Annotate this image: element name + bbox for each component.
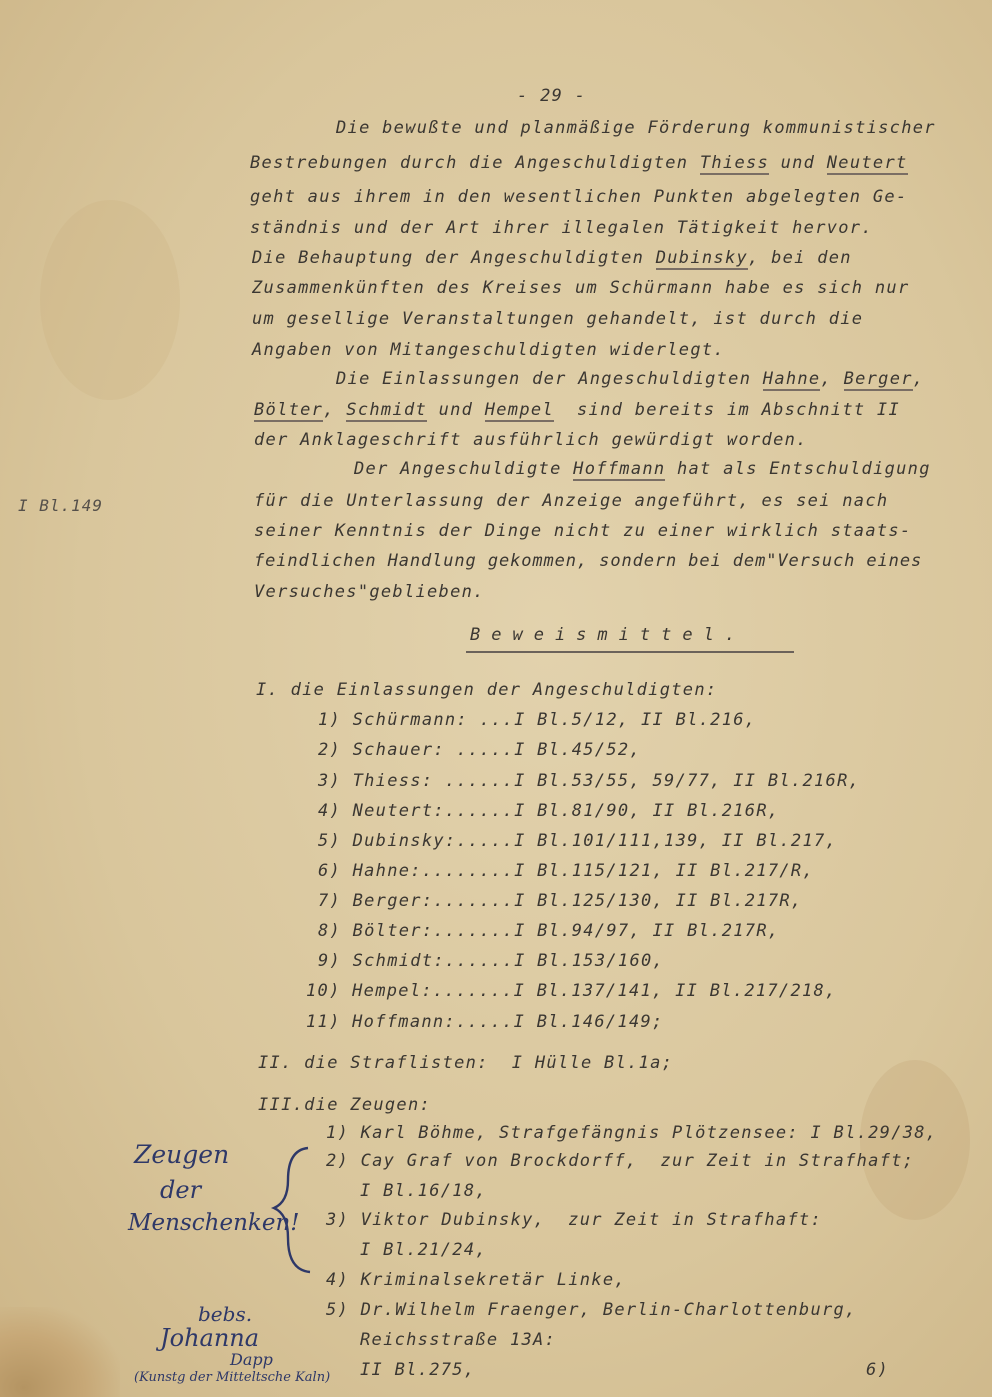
p3-line-1 [354, 459, 931, 479]
witness-line: I Bl.21/24, [360, 1240, 487, 1260]
witness-line: 5) Dr.Wilhelm Fraenger, Berlin-Charlottenburg, [326, 1300, 857, 1320]
list-item: 10) Hempel:.......I Bl.137/141, II Bl.217/218, [306, 981, 837, 1001]
p1-line-5 [252, 248, 852, 268]
witness-line: 4) Kriminalsekretär Linke, [326, 1270, 626, 1290]
p1-line-2 [250, 153, 908, 173]
handwritten-note-line: (Kunstg der Mitteltsche Kaln) [134, 1370, 331, 1385]
p3-line-3: seiner Kenntnis der Dinge nicht zu einer wirklich staats- [254, 521, 912, 541]
list-item: 7) Berger:.......I Bl.125/130, II Bl.217R, [318, 891, 803, 911]
list-item: 9) Schmidt:......I Bl.153/160, [318, 951, 665, 971]
text-span: Die Behauptung der Angeschuldigten [252, 248, 656, 268]
paper-stain [40, 200, 180, 400]
name-berger: Berger [843, 369, 913, 389]
name-dubinsky: Dubinsky [655, 248, 749, 268]
witness-line: 3) Viktor Dubinsky, zur Zeit in Strafhaft: [326, 1210, 822, 1230]
handwritten-note-line: Menschenken! [128, 1210, 300, 1236]
text-span: und [427, 400, 485, 420]
p2-line-3: der Anklageschrift ausführlich gewürdigt worden. [254, 430, 808, 450]
witness-line: 1) Karl Böhme, Strafgefängnis Plötzensee: I Bl.29/38, [326, 1123, 938, 1143]
p2-line-1 [336, 369, 924, 389]
text-span: Bestrebungen durch die Angeschuldigten [250, 153, 700, 173]
handwritten-note-line: Zeugen [134, 1140, 230, 1169]
handwritten-note-line: bebs. [198, 1302, 253, 1326]
p1-line-1: Die bewußte und planmäßige Förderung kommunistischer [336, 118, 936, 138]
section-1-title: I. die Einlassungen der Angeschuldigten: [256, 680, 718, 700]
section-2: II. die Straflisten: I Hülle Bl.1a; [258, 1053, 674, 1073]
name-hempel: Hempel [484, 400, 554, 420]
text-span: , [323, 400, 347, 420]
p2-line-2 [254, 400, 900, 420]
list-item: 3) Thiess: ......I Bl.53/55, 59/77, II Bl.216R, [318, 771, 861, 791]
text-span: , [912, 369, 925, 389]
witness-line: 2) Cay Graf von Brockdorff, zur Zeit in Strafhaft; [326, 1151, 915, 1171]
text-span: hat als Entschuldigung [665, 459, 931, 479]
list-item: 8) Bölter:.......I Bl.94/97, II Bl.217R, [318, 921, 780, 941]
text-span: sind bereits im Abschnitt II [553, 400, 900, 420]
list-item: 2) Schauer: .....I Bl.45/52, [318, 740, 641, 760]
p3-line-2: für die Unterlassung der Anzeige angeführt, es sei nach [254, 491, 889, 511]
name-hahne: Hahne [762, 369, 821, 389]
text-span: Der Angeschuldigte [354, 459, 574, 479]
witness-line: I Bl.16/18, [360, 1181, 487, 1201]
p1-line-8: Angaben von Mitangeschuldigten widerlegt. [252, 340, 725, 360]
witness-line: II Bl.275, [360, 1360, 476, 1380]
list-item: 6) Hahne:........I Bl.115/121, II Bl.217/R, [318, 861, 814, 881]
name-bolter: Bölter [254, 400, 324, 420]
page-number: - 29 - [517, 86, 587, 106]
handwritten-note-line: der [160, 1176, 202, 1204]
p1-line-3: geht aus ihrem in den wesentlichen Punkten abgelegten Ge- [250, 187, 908, 207]
p1-line-7: um gesellige Veranstaltungen gehandelt, ist durch die [252, 309, 864, 329]
torn-corner [0, 1307, 120, 1397]
witness-line: Reichsstraße 13A: [360, 1330, 557, 1350]
p3-line-4: feindlichen Handlung gekommen, sondern bei dem"Versuch eines [254, 551, 923, 571]
margin-reference: I Bl.149 [18, 496, 104, 515]
name-schmidt: Schmidt [346, 400, 428, 420]
text-span: Die Einlassungen der Angeschuldigten [336, 369, 763, 389]
list-item: 1) Schürmann: ...I Bl.5/12, II Bl.216, [318, 710, 757, 730]
handwritten-note-line: Dapp [230, 1350, 273, 1369]
witness-line-trailing: 6) [866, 1360, 890, 1380]
name-thiess: Thiess [699, 153, 770, 173]
list-item: 5) Dubinsky:.....I Bl.101/111,139, II Bl.217, [318, 831, 838, 851]
text-span: , [820, 369, 844, 389]
heading-underline [466, 651, 794, 653]
name-hoffmann: Hoffmann [573, 459, 666, 479]
list-item: 4) Neutert:......I Bl.81/90, II Bl.216R, [318, 801, 780, 821]
text-span: und [769, 153, 827, 173]
list-item: 11) Hoffmann:.....I Bl.146/149; [306, 1012, 664, 1032]
p1-line-4: ständnis und der Art ihrer illegalen Tätigkeit hervor. [250, 218, 873, 238]
p1-line-6: Zusammenkünften des Kreises um Schürmann habe es sich nur [252, 278, 910, 298]
section-3-title: III.die Zeugen: [258, 1095, 432, 1115]
handwritten-note-line: Johanna [160, 1324, 260, 1352]
p3-line-5: Versuches"geblieben. [254, 582, 485, 602]
evidence-heading: Beweismittel. [470, 625, 747, 645]
name-neutert: Neutert [826, 153, 908, 173]
text-span: , bei den [748, 248, 852, 268]
